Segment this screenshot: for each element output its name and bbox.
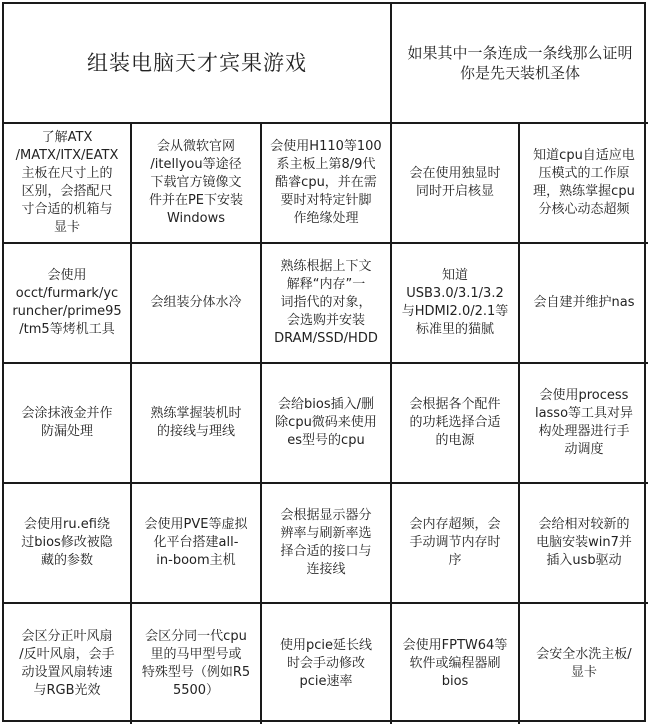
bingo-cell[interactable]: 会使用 occt/furmark/yc runcher/prime95 /tm5等烤机工具 <box>4 244 132 364</box>
bingo-cell[interactable]: 会给bios插入/删 除cpu微码来使用 es型号的cpu <box>262 364 392 484</box>
bingo-cell[interactable]: 会区分正叶风扇 /反叶风扇，会手 动设置风扇转速 与RGB光效 <box>4 604 132 724</box>
bingo-cell[interactable]: 会使用process lasso等工具对异 构处理器进行手 动调度 <box>520 364 648 484</box>
bingo-cell[interactable]: 会根据各个配件 的功耗选择合适 的电源 <box>392 364 520 484</box>
bingo-cell[interactable]: 会从微软官网 /itellyou等途径 下载官方镜像文 件并在PE下安装 Windows <box>132 124 262 244</box>
bingo-cell[interactable]: 会组装分体水冷 <box>132 244 262 364</box>
bingo-cell[interactable]: 会使用ru.efi绕 过bios修改被隐 藏的参数 <box>4 484 132 604</box>
page-title: 组装电脑天才宾果游戏 <box>4 4 392 124</box>
bingo-cell[interactable]: 了解ATX /MATX/ITX/EATX 主板在尺寸上的 区别，会搭配尺 寸合适的机箱与 显卡 <box>4 124 132 244</box>
page-subtitle: 如果其中一条连成一条线那么证明 你是先天装机圣体 <box>392 4 648 124</box>
bingo-cell[interactable]: 会使用PVE等虚拟 化平台搭建all- in-boom主机 <box>132 484 262 604</box>
bingo-cell[interactable]: 使用pcie延长线 时会手动修改 pcie速率 <box>262 604 392 724</box>
bingo-cell[interactable]: 会区分同一代cpu 里的马甲型号或 特殊型号（例如R5 5500） <box>132 604 262 724</box>
bingo-cell[interactable]: 知道 USB3.0/3.1/3.2 与HDMI2.0/2.1等 标准里的猫腻 <box>392 244 520 364</box>
bingo-cell[interactable]: 会涂抹液金并作 防漏处理 <box>4 364 132 484</box>
bingo-cell[interactable]: 知道cpu自适应电 压模式的工作原 理，熟练掌握cpu 分核心动态超频 <box>520 124 648 244</box>
bingo-cell[interactable]: 会根据显示器分 辨率与刷新率选 择合适的接口与 连接线 <box>262 484 392 604</box>
bingo-board <box>2 2 646 722</box>
bingo-cell[interactable]: 会在使用独显时 同时开启核显 <box>392 124 520 244</box>
bingo-cell[interactable]: 会自建并维护nas <box>520 244 648 364</box>
bingo-cell[interactable]: 会安全水洗主板/ 显卡 <box>536 647 632 680</box>
bingo-cell[interactable]: 会给相对较新的 电脑安装win7并 插入usb驱动 <box>520 484 648 604</box>
bingo-cell[interactable]: 会使用FPTW64等 软件或编程器刷 bios <box>392 604 520 724</box>
bingo-cell[interactable]: 熟练掌握装机时 的接线与理线 <box>132 364 262 484</box>
bingo-cell[interactable]: 会使用H110等100 系主板上第8/9代 酷睿cpu，并在需 要时对特定针脚 作绝缘处理 <box>262 124 392 244</box>
bingo-cell[interactable]: 会内存超频，会 手动调节内存时 序 <box>392 484 520 604</box>
bingo-cell[interactable]: 熟练根据上下文 解释“内存”一 词指代的对象， 会选购并安装 DRAM/SSD/HDD <box>262 244 392 364</box>
